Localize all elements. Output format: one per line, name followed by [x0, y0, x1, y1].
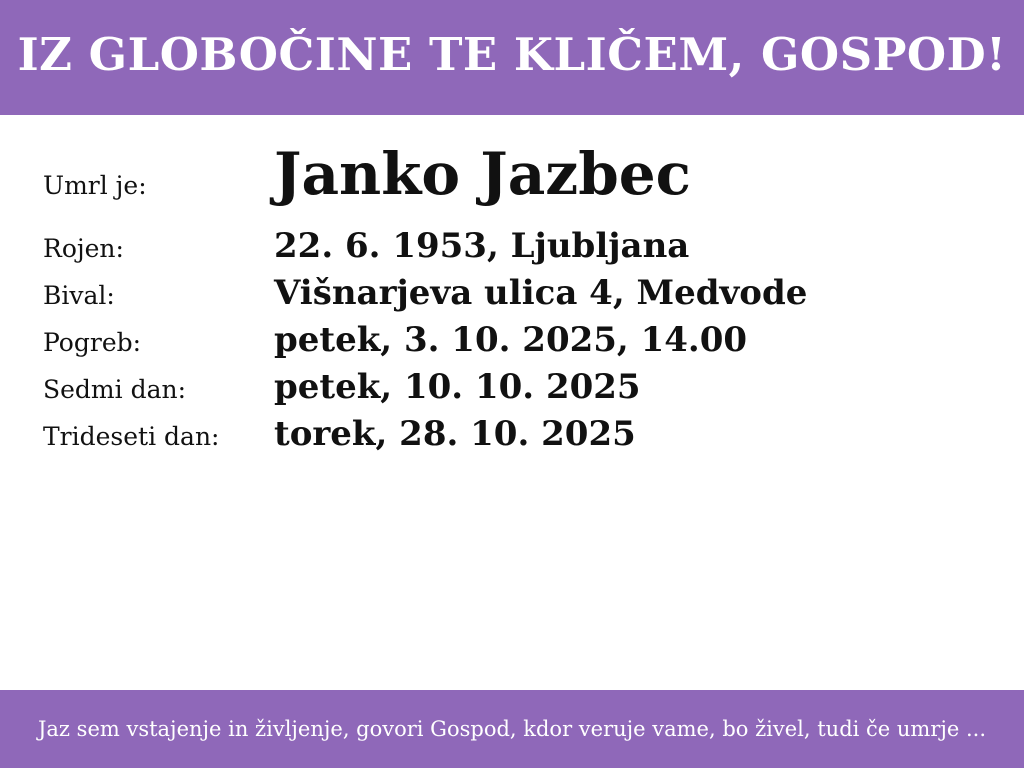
deceased-row	[43, 138, 983, 226]
funeral-label: Pogreb:	[43, 328, 142, 357]
residence-value: Višnarjeva ulica 4, Medvode	[274, 273, 808, 313]
seventh-day-label: Sedmi dan:	[43, 375, 187, 404]
thirtieth-day-label: Trideseti dan:	[43, 422, 220, 451]
funeral-value: petek, 3. 10. 2025, 14.00	[274, 320, 748, 360]
deceased-label: Umrl je:	[43, 171, 147, 200]
thirtieth-day-row	[43, 414, 983, 461]
header-title: IZ GLOBOČINE TE KLIČEM, GOSPOD!	[17, 28, 1007, 81]
born-value: 22. 6. 1953, Ljubljana	[274, 226, 690, 266]
header-band	[0, 0, 1024, 115]
residence-row	[43, 273, 983, 320]
born-label: Rojen:	[43, 234, 124, 263]
obituary-details	[43, 138, 983, 461]
deceased-name: Janko Jazbec	[274, 140, 691, 208]
residence-label: Bival:	[43, 281, 115, 310]
footer-quote: Jaz sem vstajenje in življenje, govori Gospod, kdor veruje vame, bo živel, tudi če umrje ...	[37, 717, 987, 741]
footer-band	[0, 690, 1024, 768]
funeral-row	[43, 320, 983, 367]
seventh-day-value: petek, 10. 10. 2025	[274, 367, 641, 407]
born-row	[43, 226, 983, 273]
seventh-day-row	[43, 367, 983, 414]
thirtieth-day-value: torek, 28. 10. 2025	[274, 414, 636, 454]
